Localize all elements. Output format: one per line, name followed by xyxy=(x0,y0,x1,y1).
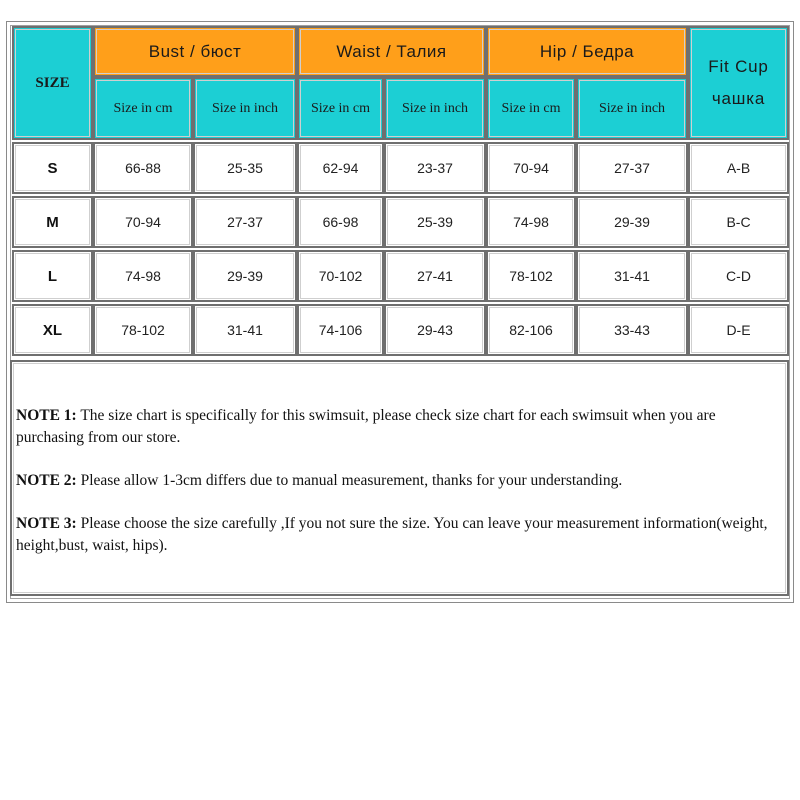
waist-cm-cell: 74-106 xyxy=(297,304,384,356)
bust-cm-header: Size in cm xyxy=(93,77,193,140)
waist-cm-cell: 70-102 xyxy=(297,250,384,302)
waist-inch-header: Size in inch xyxy=(384,77,486,140)
row-size-label: S xyxy=(12,142,93,194)
size-column-header: SIZE xyxy=(12,26,93,140)
waist-inch-cell: 23-37 xyxy=(384,142,486,194)
waist-cm-header: Size in cm xyxy=(297,77,384,140)
waist-inch-cell: 27-41 xyxy=(384,250,486,302)
cup-cell: C-D xyxy=(688,250,789,302)
waist-header: Waist / Талия xyxy=(297,26,486,77)
hip-header: Hip / Бедра xyxy=(486,26,688,77)
bust-inch-cell: 29-39 xyxy=(193,250,297,302)
bust-cm-cell: 74-98 xyxy=(93,250,193,302)
bust-inch-cell: 27-37 xyxy=(193,196,297,248)
note-2: NOTE 2: Please allow 1-3cm differs due to manual measurement, thanks for your understanding. xyxy=(16,472,623,489)
hip-inch-cell: 31-41 xyxy=(576,250,688,302)
bust-header: Bust / бюст xyxy=(93,26,297,77)
hip-cm-cell: 70-94 xyxy=(486,142,576,194)
waist-inch-cell: 29-43 xyxy=(384,304,486,356)
hip-inch-cell: 33-43 xyxy=(576,304,688,356)
bust-cm-cell: 78-102 xyxy=(93,304,193,356)
fit-cup-header: Fit Cup чашка xyxy=(688,26,789,140)
hip-inch-cell: 29-39 xyxy=(576,196,688,248)
note-1: NOTE 1: The size chart is specifically for this swimsuit, please check size chart for each swimsuit when you are purchasing from our store. xyxy=(16,407,716,446)
cup-cell: B-C xyxy=(688,196,789,248)
hip-cm-cell: 78-102 xyxy=(486,250,576,302)
hip-cm-header: Size in cm xyxy=(486,77,576,140)
bust-cm-cell: 66-88 xyxy=(93,142,193,194)
hip-inch-cell: 27-37 xyxy=(576,142,688,194)
bust-inch-header: Size in inch xyxy=(193,77,297,140)
hip-inch-header: Size in inch xyxy=(576,77,688,140)
bust-inch-cell: 25-35 xyxy=(193,142,297,194)
bust-inch-cell: 31-41 xyxy=(193,304,297,356)
hip-cm-cell: 74-98 xyxy=(486,196,576,248)
row-size-label: M xyxy=(12,196,93,248)
waist-cm-cell: 66-98 xyxy=(297,196,384,248)
bust-cm-cell: 70-94 xyxy=(93,196,193,248)
waist-inch-cell: 25-39 xyxy=(384,196,486,248)
row-size-label: L xyxy=(12,250,93,302)
row-size-label: XL xyxy=(12,304,93,356)
hip-cm-cell: 82-106 xyxy=(486,304,576,356)
cup-cell: D-E xyxy=(688,304,789,356)
cup-cell: A-B xyxy=(688,142,789,194)
notes-box xyxy=(10,360,789,596)
waist-cm-cell: 62-94 xyxy=(297,142,384,194)
note-3: NOTE 3: Please choose the size carefully ,If you not sure the size. You can leave your measurement information(weight, height,bust, waist, hips). xyxy=(16,515,768,554)
